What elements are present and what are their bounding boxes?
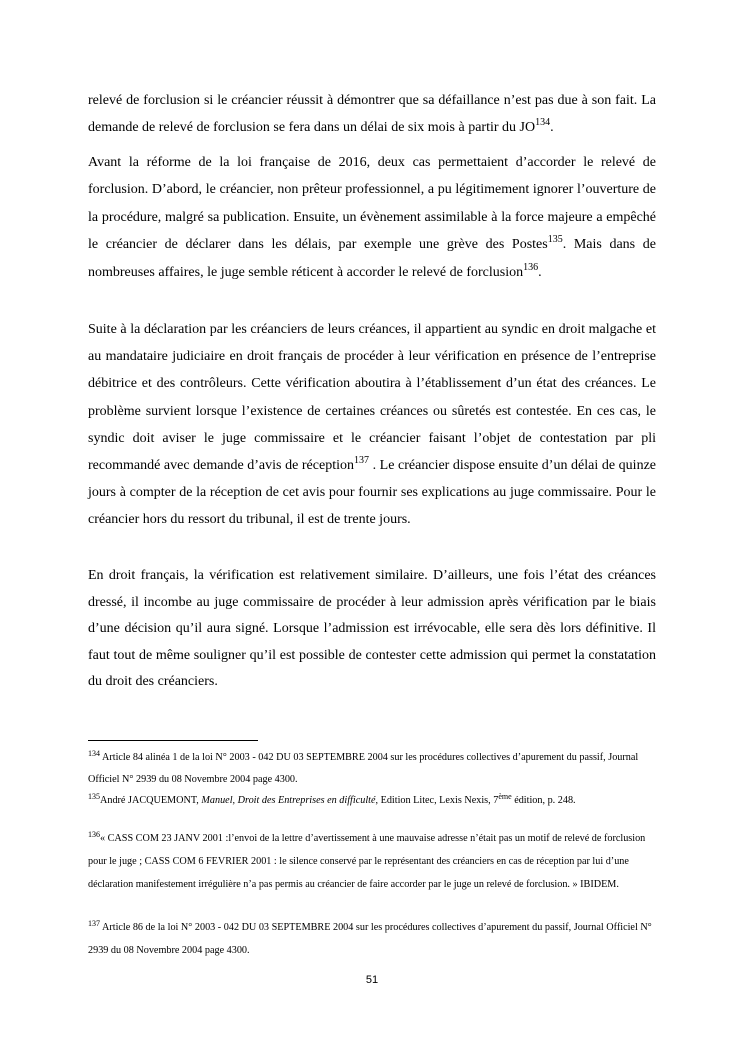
- page-number: 51: [365, 974, 379, 986]
- footnote-separator: [88, 740, 258, 741]
- footnote-number: 137: [88, 919, 100, 928]
- paragraph-forclusion-delay: [88, 88, 656, 141]
- paragraph-text: . Mais dans de nombreuses affaires, le juge semble réticent à accorder le relevé de forclusion: [88, 237, 656, 280]
- footnote-137: [88, 917, 656, 962]
- footnote-number: 135: [88, 792, 100, 801]
- footnote-ref-135[interactable]: 135: [547, 234, 563, 246]
- paragraph-french-law: [88, 563, 656, 696]
- footnote-book-title: Manuel, Droit des Entreprises en difficulté: [201, 795, 376, 806]
- footnote-number: 136: [88, 830, 100, 839]
- footnote-text: Article 84 alinéa 1 de la loi N° 2003 - 042 DU 03 SEPTEMBRE 2004 sur les procédures collectives d’apurement du passif, Journal Officiel N° 2939 du 08 Novembre 2004 page 4300.: [88, 752, 639, 785]
- paragraph-text: Avant la réforme de la loi française de 2016, deux cas permettaient d’accorder le relevé de forclusion. D’abord, le créancier, non prêteur professionnel, a pu légitimement ignorer l’ouverture de la procédure, malgré sa publication. Ensuite, un évènement assimilable à la force majeure a empêché le créancier de déclarer dans les délais, par exemple une grève des Postes: [88, 155, 656, 253]
- footnote-text: « CASS COM 23 JANV 2001 :l’envoi de la lettre d’avertissement à une mauvaise adresse n’était pas un motif de relevé de forclusion pour le juge ; CASS COM 6 FEVRIER 2001 : le silence conservé par le représentant des créanciers en cas de réception par lui d’une déclaration manifestement irrégulière n’a pas permis au créancier de faire accorder par le juge un relevé de forclusion. » IBIDEM.: [88, 833, 646, 890]
- footnote-text: édition, p. 248.: [511, 795, 576, 806]
- paragraph-text: .: [550, 119, 554, 135]
- footnote-superscript: ème: [498, 792, 512, 801]
- footnote-134: [88, 747, 656, 790]
- paragraph-text: En droit français, la vérification est relativement similaire. D’ailleurs, une fois l’état des créances dressé, il incombe au juge commissaire de procéder à leur admission après vérification par le biais d’une décision qu’il aura signé. Lorsque l’admission est irrévocable, elle sera dès lors définitive. Il faut tout de même souligner qu’il est possible de contester cette admission qui permet la constatation du droit des créanciers.: [88, 568, 656, 690]
- footnote-ref-136[interactable]: 136: [523, 261, 539, 273]
- paragraph-text: . Le créancier dispose ensuite d’un délai de quinze jours à compter de la réception de cet avis pour fournir ses explications au juge commissaire. Pour le créancier hors du ressort du tribunal, il est de trente jours.: [88, 458, 656, 528]
- paragraph-text: relevé de forclusion si le créancier réussit à démontrer que sa défaillance n’est pas due à son fait. La demande de relevé de forclusion se fera dans un délai de six mois à partir du JO: [88, 93, 656, 135]
- paragraph-text: .: [538, 264, 542, 280]
- paragraph-verification: [88, 316, 656, 534]
- footnote-author: André JACQUEMONT,: [100, 795, 202, 806]
- footnote-135: [88, 790, 656, 812]
- footnote-ref-134[interactable]: 134: [535, 116, 551, 128]
- paragraph-reform-2016: [88, 149, 656, 286]
- footnote-text: , Edition Litec, Lexis Nexis, 7: [375, 795, 499, 806]
- footnote-ref-137[interactable]: 137: [353, 455, 369, 467]
- paragraph-text: Suite à la déclaration par les créanciers de leurs créances, il appartient au syndic en droit malgache et au mandataire judiciaire en droit français de procéder à leur vérification en présence de l’entreprise débitrice et des contrôleurs. Cette vérification aboutira à l’établissement d’un état des créances. Le problème survient lorsque l’existence de certaines créances ou sûretés est contestée. En ces cas, le syndic doit aviser le juge commissaire et le créancier faisant l’objet de contestation par pli recommandé avec demande d’avis de réception: [88, 322, 656, 474]
- footnote-number: 134: [88, 749, 100, 758]
- footnote-136: [88, 827, 656, 896]
- footnote-text: Article 86 de la loi N° 2003 - 042 DU 03 SEPTEMBRE 2004 sur les procédures collectives d’apurement du passif, Journal Officiel N° 2939 du 08 Novembre 2004 page 4300.: [88, 922, 652, 956]
